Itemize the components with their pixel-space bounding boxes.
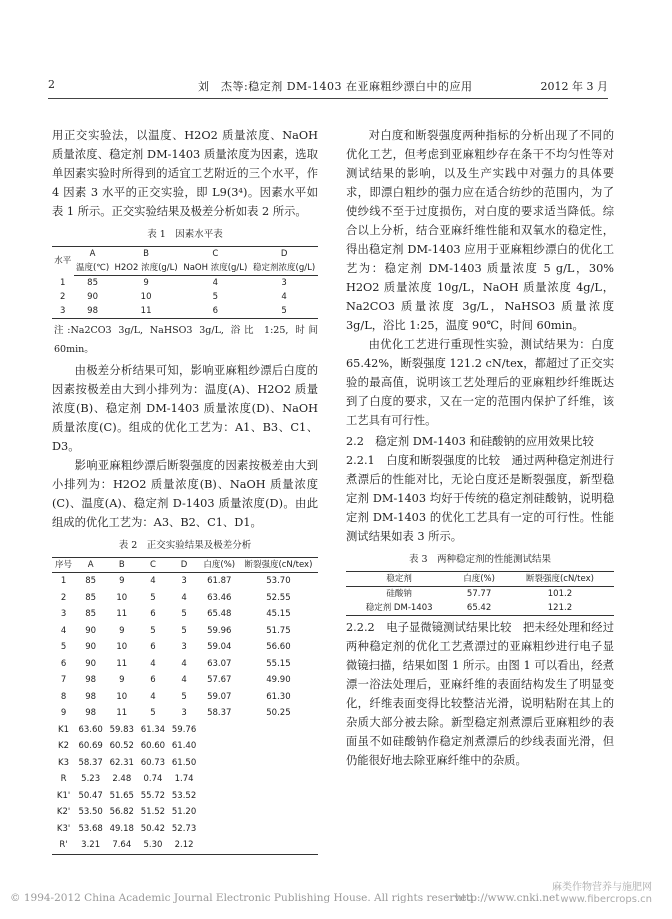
table-cell: 2.12 bbox=[174, 840, 194, 850]
table-cell: 98 bbox=[85, 691, 97, 702]
table-cell: 121.2 bbox=[547, 603, 573, 613]
table-cell: 3 bbox=[281, 278, 287, 288]
table-cell bbox=[239, 804, 318, 821]
table-3-header bbox=[346, 572, 614, 587]
running-header bbox=[48, 78, 608, 94]
table-cell: 65.48 bbox=[207, 609, 232, 619]
table-header-cell: A bbox=[89, 249, 96, 259]
table-cell: 7.64 bbox=[112, 840, 132, 850]
table-cell: 1 bbox=[60, 576, 67, 586]
table-cell: 4 bbox=[212, 278, 219, 288]
table-cell: 2.48 bbox=[112, 774, 132, 784]
section-heading-2-2: 2.2 稳定剂 DM-1403 和硅酸钠的应用效果比较 bbox=[346, 435, 594, 448]
table-header-cell: 白度(%) bbox=[452, 572, 506, 587]
table-cell: 9 bbox=[119, 576, 125, 586]
section-heading-2-2-1: 2.2.1 白度和断裂强度的比较 bbox=[346, 454, 501, 467]
table-cell: K1' bbox=[56, 790, 71, 801]
table-cell: 50.47 bbox=[78, 790, 103, 801]
table-cell: 4 bbox=[150, 576, 156, 586]
table-1-header-top bbox=[52, 247, 318, 262]
table-row bbox=[52, 722, 318, 739]
table-cell: 10 bbox=[116, 691, 128, 702]
table-cell: 4 bbox=[181, 675, 187, 685]
table-cell: 63.60 bbox=[78, 724, 103, 735]
table-header-cell: H2O2 浓度(g/L) bbox=[112, 261, 181, 276]
table-cell: 51.65 bbox=[109, 790, 134, 801]
table-cell: 11 bbox=[116, 708, 128, 718]
table-cell: 6 bbox=[150, 675, 156, 685]
right-column bbox=[346, 126, 614, 770]
table-cell: 62.31 bbox=[109, 757, 134, 768]
table-2-header bbox=[52, 558, 318, 573]
table-cell: 10 bbox=[140, 292, 152, 302]
table-cell bbox=[239, 722, 318, 739]
table-cell: 7 bbox=[60, 675, 67, 685]
section-2-2-1 bbox=[346, 451, 614, 546]
table-2-caption: 表 2 正交实验结果及极差分析 bbox=[118, 540, 252, 551]
section-2-2-2 bbox=[346, 618, 614, 770]
table-cell: 5 bbox=[150, 708, 156, 718]
table-cell: 90 bbox=[85, 658, 97, 669]
table-cell: 9 bbox=[60, 708, 67, 718]
table-cell: 60.73 bbox=[140, 757, 166, 768]
table-cell: 5 bbox=[150, 625, 156, 636]
section-text: 把未经处理和经过两种稳定剂的优化工艺煮漂过的亚麻粗纱进行电子显微镜扫描，结果如图 1 所示。由图 1 可以看出，经煮漂一浴法处理后，亚麻纤维的表面结构发生了明显变化，纤维表面变得比较整洁光滑，说明粘附在其上的杂质大部分被去除。新型稳定剂煮漂后亚麻粗纱的表面虽不如硅酸钠作稳定剂煮漂后的纱线表面光滑，但仍能很好地去除亚麻纤维中的杂质。 bbox=[346, 621, 614, 767]
table-cell: R' bbox=[59, 840, 68, 850]
table-row bbox=[52, 290, 318, 304]
table-cell: K2' bbox=[56, 807, 71, 817]
table-cell: 1.74 bbox=[174, 774, 194, 784]
table-row bbox=[52, 705, 318, 722]
table-cell: 3 bbox=[181, 708, 187, 718]
table-cell: 2 bbox=[60, 292, 66, 302]
table-cell: 55.15 bbox=[266, 658, 291, 669]
table-cell: 50.25 bbox=[266, 708, 291, 718]
table-cell: 0.74 bbox=[143, 774, 163, 784]
table-row bbox=[346, 587, 614, 602]
table-cell: 5 bbox=[181, 609, 187, 619]
table-cell: 56.60 bbox=[266, 642, 291, 652]
table-cell: 11 bbox=[140, 306, 152, 316]
table-cell: 53.52 bbox=[171, 790, 197, 801]
table-cell: 53.50 bbox=[78, 807, 103, 817]
table-cell: 11 bbox=[116, 609, 128, 619]
table-cell: 4 bbox=[181, 658, 187, 669]
table-header-cell: B bbox=[143, 249, 149, 259]
table-cell bbox=[200, 837, 239, 854]
table-cell: 61.87 bbox=[207, 576, 232, 586]
table-cell: 3 bbox=[181, 576, 187, 586]
table-header-cell: 断裂强度(cN/tex) bbox=[506, 572, 614, 587]
table-cell bbox=[239, 738, 318, 755]
table-1-header-bottom bbox=[52, 261, 318, 276]
table-cell: 85 bbox=[85, 609, 97, 619]
table-cell: 90 bbox=[85, 625, 97, 636]
paragraph: 用正交实验法，以温度、H2O2 质量浓度、NaOH 质量浓度、稳定剂 DM-1403 质量浓度为因素，选取单因素实验时所得到的适宜工艺附近的三个水平，作 4 因素 3 水平的正交实验，即 L9(3⁴)。因素水平如表 1 所示。正交实验结果及极差分析如表 2 所示。 bbox=[52, 129, 318, 218]
table-row bbox=[52, 788, 318, 805]
table-1-note: 注:Na2CO3 3g/L, NaHSO3 3g/L, 浴比 1:25, 时间 60min。 bbox=[54, 325, 318, 355]
table-row bbox=[52, 590, 318, 607]
table-cell: 61.30 bbox=[266, 691, 291, 702]
table-cell: 98 bbox=[85, 675, 97, 685]
table-cell: 6 bbox=[60, 658, 67, 669]
table-cell: 59.83 bbox=[109, 724, 134, 735]
table-cell: 55.72 bbox=[140, 790, 166, 801]
table-cell: 5 bbox=[60, 642, 67, 652]
table-cell: 60.69 bbox=[78, 741, 103, 751]
table-row bbox=[52, 672, 318, 689]
table-cell bbox=[200, 821, 239, 838]
table-cell: 58.37 bbox=[207, 708, 232, 718]
table-cell: 56.82 bbox=[109, 807, 134, 817]
table-cell: 61.34 bbox=[140, 724, 166, 735]
table-cell bbox=[239, 821, 318, 838]
table-cell: 3 bbox=[181, 642, 187, 652]
table-1-body bbox=[52, 276, 318, 319]
table-cell: 53.68 bbox=[78, 823, 103, 834]
table-cell: 61.40 bbox=[171, 741, 197, 751]
table-cell: 49.90 bbox=[266, 675, 291, 685]
table-header-cell: NaOH 浓度(g/L) bbox=[181, 261, 251, 276]
table-row bbox=[52, 656, 318, 673]
table-cell: 51.75 bbox=[266, 625, 291, 636]
table-cell: 59.76 bbox=[171, 724, 197, 735]
table-header-cell: 白度(%) bbox=[200, 558, 239, 573]
table-cell: 101.2 bbox=[547, 589, 573, 599]
table-1-caption: 表 1 因素水平表 bbox=[147, 229, 223, 240]
table-cell bbox=[200, 771, 239, 788]
table-cell: 52.55 bbox=[266, 592, 291, 603]
table-3-stabilizer-comparison bbox=[346, 571, 614, 616]
table-cell: 57.67 bbox=[207, 675, 232, 685]
table-cell bbox=[239, 788, 318, 805]
table-cell: R bbox=[60, 774, 67, 784]
table-cell: 4 bbox=[281, 292, 287, 302]
table-cell: 5 bbox=[281, 306, 287, 316]
table-cell: 1 bbox=[60, 277, 66, 288]
table-row bbox=[52, 804, 318, 821]
table-cell: 5 bbox=[181, 691, 187, 702]
table-cell: 5 bbox=[212, 292, 219, 302]
table-cell: 63.46 bbox=[207, 592, 232, 603]
table-cell: 85 bbox=[87, 278, 98, 288]
table-cell: 5 bbox=[181, 625, 187, 636]
issue-date: 2012 年 3 月 bbox=[540, 80, 608, 93]
table-cell: 90 bbox=[87, 292, 98, 302]
table-cell: 9 bbox=[143, 278, 149, 288]
table-row bbox=[52, 738, 318, 755]
table-cell: 57.77 bbox=[466, 589, 492, 599]
table-1-factor-levels bbox=[52, 246, 318, 319]
footer-url: http://www.cnki.net bbox=[455, 892, 560, 904]
table-row bbox=[52, 689, 318, 706]
table-2-body bbox=[52, 573, 318, 855]
paragraph: 对白度和断裂强度两种指标的分析出现了不同的优化工艺，但考虑到亚麻粗纱存在条干不均匀性等对测试结果的影响，以及生产实践中对强力的具体要求，即漂白粗纱的强力应在适合纺纱的范围内，为了使纱线不至于过度损伤，对白度的要求适当降低。综合以上分析，结合亚麻纤维性能和双氧水的稳定性，得出稳定剂 DM-1403 应用于亚麻粗纱漂白的优化工艺为：稳定剂 DM-1403 质量浓度 5 g/L，30% H2O2 质量浓度 10g/L，NaOH 质量浓度 4g/L，Na2CO3 质量浓度 3g/L，NaHSO3 质量浓度 3g/L，浴比 1:25，温度 90℃，时间 60min。 bbox=[346, 129, 614, 332]
site-watermark bbox=[552, 882, 652, 906]
table-cell: 90 bbox=[85, 642, 97, 652]
table-header-cell: D bbox=[280, 249, 288, 259]
table-row bbox=[52, 821, 318, 838]
table-cell: 3 bbox=[60, 609, 67, 619]
left-column bbox=[52, 126, 318, 855]
table-row bbox=[52, 639, 318, 656]
table-header-cell: 温度(℃) bbox=[74, 261, 112, 276]
table-cell bbox=[200, 738, 239, 755]
table-cell: 4 bbox=[181, 592, 187, 603]
table-header-cell: 断裂强度(cN/tex) bbox=[239, 558, 318, 573]
table-cell: 5.23 bbox=[81, 774, 101, 784]
table-header-cell: B bbox=[106, 558, 137, 573]
table-cell: 63.07 bbox=[207, 658, 232, 669]
table-header-cell: 稳定剂 bbox=[346, 572, 452, 587]
table-cell: 9 bbox=[119, 675, 125, 685]
table-row bbox=[52, 276, 318, 291]
table-cell: 51.52 bbox=[140, 807, 166, 817]
table-cell: 6 bbox=[212, 306, 219, 316]
table-header-cell: A bbox=[75, 558, 106, 573]
table-cell: K3 bbox=[58, 757, 70, 768]
table-cell: 58.37 bbox=[78, 757, 103, 768]
table-cell: 50.42 bbox=[140, 823, 166, 834]
table-header-cell: D bbox=[169, 558, 200, 573]
table-cell: 5.30 bbox=[143, 840, 163, 850]
table-cell: 85 bbox=[85, 592, 97, 603]
table-cell: 11 bbox=[116, 658, 128, 669]
table-row bbox=[346, 601, 614, 616]
table-cell: 45.15 bbox=[266, 609, 291, 619]
table-cell: K2 bbox=[58, 741, 70, 751]
table-cell: 10 bbox=[116, 642, 128, 652]
paragraph: 影响亚麻粗纱漂后断裂强度的因素按极差由大到小排列为：H2O2 质量浓度(B)、NaOH 质量浓度(C)、温度(A)、稳定剂 D-1403 质量浓度(D)。由此组成的优化工艺为：A3、B2、C1、D1。 bbox=[52, 459, 318, 529]
table-cell: 4 bbox=[60, 625, 67, 636]
table-2-orthogonal-results bbox=[52, 557, 318, 855]
table-cell: K1 bbox=[58, 724, 70, 735]
table-header-cell: 水平 bbox=[54, 256, 72, 267]
table-3-caption: 表 3 两种稳定剂的性能测试结果 bbox=[408, 554, 552, 565]
table-cell: 85 bbox=[85, 576, 97, 586]
table-row bbox=[52, 573, 318, 590]
table-cell: 硅酸钠 bbox=[386, 589, 412, 599]
table-cell: 9 bbox=[119, 625, 125, 636]
table-cell bbox=[200, 788, 239, 805]
section-heading-2-2-2: 2.2.2 电子显微镜测试结果比较 bbox=[346, 621, 512, 634]
paragraph: 由优化工艺进行重现性实验，测试结果为：白度 65.42%，断裂强度 121.2 cN/tex，都超过了正交实验的最高值，说明该工艺处理后的亚麻粗纱纤维既达到了白度的要求，又在一定的范围内保护了纤维，该工艺具有可行性。 bbox=[346, 338, 614, 427]
table-cell: 53.70 bbox=[266, 576, 291, 586]
table-cell bbox=[239, 755, 318, 772]
table-cell: 52.73 bbox=[171, 823, 197, 834]
table-cell: 98 bbox=[87, 306, 98, 316]
table-cell bbox=[200, 755, 239, 772]
table-cell: 65.42 bbox=[466, 603, 492, 613]
table-cell: 59.07 bbox=[207, 691, 232, 702]
copyright-text: © 1994-2012 China Academic Journal Electronic Publishing House. All rights reserved. bbox=[10, 892, 477, 904]
table-cell: 10 bbox=[116, 592, 128, 603]
table-cell: 4 bbox=[150, 691, 156, 702]
table-cell: 59.04 bbox=[207, 642, 232, 652]
table-3-body bbox=[346, 587, 614, 616]
table-row bbox=[52, 304, 318, 319]
table-cell: 3.21 bbox=[81, 840, 101, 850]
table-cell bbox=[200, 722, 239, 739]
table-cell: 60.52 bbox=[109, 741, 134, 751]
table-cell bbox=[200, 804, 239, 821]
running-title: 刘 杰等:稳定剂 DM-1403 在亚麻粗纱漂白中的应用 bbox=[198, 80, 473, 93]
table-row bbox=[52, 623, 318, 640]
table-row bbox=[52, 606, 318, 623]
watermark-line: www.fibercrops.cn bbox=[560, 894, 652, 905]
table-row bbox=[52, 755, 318, 772]
table-header-cell: 序号 bbox=[52, 558, 75, 573]
table-cell: K3' bbox=[56, 823, 71, 834]
watermark-line: 麻类作物营养与施肥网 bbox=[552, 882, 652, 893]
table-cell: 49.18 bbox=[109, 823, 134, 834]
table-cell: 60.60 bbox=[140, 741, 166, 751]
page-number: 2 bbox=[48, 78, 55, 91]
table-row bbox=[52, 771, 318, 788]
table-cell: 98 bbox=[85, 708, 97, 718]
table-cell: 4 bbox=[150, 658, 156, 669]
table-cell: 6 bbox=[150, 642, 156, 652]
table-cell: 51.20 bbox=[171, 807, 197, 817]
paragraph: 由极差分析结果可知，影响亚麻粗纱漂后白度的因素按极差由大到小排列为：温度(A)、H2O2 质量浓度(B)、稳定剂 DM-1403 质量浓度(D)、NaOH 质量浓度(C)。组成的优化工艺为：A1、B3、C1、D3。 bbox=[52, 364, 318, 453]
table-header-cell: C bbox=[137, 558, 168, 573]
section-text: 通过两种稳定剂进行煮漂后的性能对比，无论白度还是断裂强度，新型稳定剂 DM-1403 均好于传统的稳定剂硅酸钠，说明稳定剂 DM-1403 的优化工艺具有一定的可行性。性能测试结果如表 3 所示。 bbox=[346, 454, 614, 543]
table-cell: 6 bbox=[150, 609, 156, 619]
table-cell: 5 bbox=[150, 592, 156, 603]
table-row bbox=[52, 837, 318, 854]
table-cell bbox=[239, 837, 318, 854]
table-cell: 3 bbox=[60, 306, 66, 316]
table-cell bbox=[239, 771, 318, 788]
table-header-cell: C bbox=[212, 249, 219, 259]
table-cell: 8 bbox=[60, 691, 67, 702]
table-header-cell: 稳定剂浓度(g/L) bbox=[250, 261, 318, 276]
table-cell: 59.96 bbox=[207, 625, 232, 636]
table-cell: 61.50 bbox=[171, 757, 197, 768]
table-cell: 稳定剂 DM-1403 bbox=[365, 603, 433, 613]
table-cell: 2 bbox=[60, 592, 67, 603]
header-rule bbox=[48, 98, 608, 99]
